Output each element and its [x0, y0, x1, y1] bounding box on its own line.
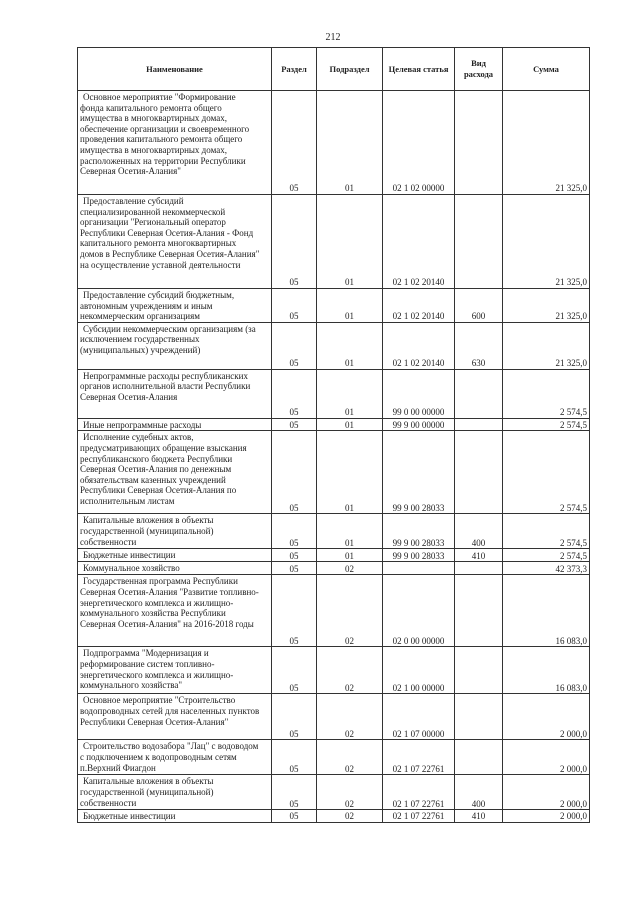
- table-header-row: [78, 48, 590, 91]
- section-cell: 05: [272, 575, 317, 647]
- target-article-cell: 99 0 00 00000: [383, 369, 455, 418]
- name-cell: Исполнение судебных актов, предусматривающих обращение взыскания республиканского бюджета Республики Северная Осетия-Алания по денежным обязательствам казенных учреждений Республики Северная Осетия-Алания по исполнительным листам: [78, 431, 272, 514]
- page-number: 212: [325, 32, 341, 43]
- name-cell: Подпрограмма "Модернизация и реформирование систем топливно- энергетического комплекса и жилищно- коммунального хозяйства": [78, 647, 272, 694]
- expense-type-cell: 400: [455, 775, 503, 810]
- table-row: [78, 418, 590, 431]
- table-row: [78, 647, 590, 694]
- header-target-article: Целевая статья: [383, 48, 455, 91]
- expense-type-cell: [455, 694, 503, 740]
- subsection-cell: 02: [317, 647, 383, 694]
- table-row: [78, 694, 590, 740]
- name-cell: Капитальные вложения в объекты государственной (муниципальной) собственности: [78, 775, 272, 810]
- expense-type-cell: [455, 195, 503, 289]
- target-article-cell: 02 1 00 00000: [383, 647, 455, 694]
- amount-cell: 21 325,0: [503, 91, 590, 195]
- expense-type-cell: [455, 575, 503, 647]
- expense-type-cell: 600: [455, 289, 503, 323]
- table-row: [78, 575, 590, 647]
- section-cell: 05: [272, 431, 317, 514]
- amount-cell: 2 574,5: [503, 418, 590, 431]
- subsection-cell: 01: [317, 418, 383, 431]
- section-cell: 05: [272, 322, 317, 369]
- subsection-cell: 01: [317, 514, 383, 549]
- target-article-cell: 99 9 00 00000: [383, 418, 455, 431]
- expense-type-cell: 630: [455, 322, 503, 369]
- name-cell: Строительство водозабора "Лац" с водоводом с подключением к водопроводным сетям п.Верхний Фиагдон: [78, 740, 272, 775]
- subsection-cell: 02: [317, 575, 383, 647]
- name-cell: Непрограммные расходы республиканских органов исполнительной власти Республики Северная Осетия-Алания: [78, 369, 272, 418]
- amount-cell: 2 000,0: [503, 810, 590, 823]
- subsection-cell: 02: [317, 775, 383, 810]
- table-row: [78, 369, 590, 418]
- name-cell: Коммунальное хозяйство: [78, 562, 272, 575]
- section-cell: 05: [272, 514, 317, 549]
- expense-type-cell: [455, 369, 503, 418]
- section-cell: 05: [272, 289, 317, 323]
- subsection-cell: 02: [317, 810, 383, 823]
- amount-cell: 2 000,0: [503, 775, 590, 810]
- target-article-cell: 02 1 02 20140: [383, 289, 455, 323]
- expense-type-cell: [455, 418, 503, 431]
- amount-cell: 2 574,5: [503, 431, 590, 514]
- amount-cell: 2 000,0: [503, 694, 590, 740]
- subsection-cell: 02: [317, 562, 383, 575]
- amount-cell: 2 574,5: [503, 369, 590, 418]
- amount-cell: 21 325,0: [503, 195, 590, 289]
- name-cell: Предоставление субсидий специализированной некоммерческой организации "Региональный оператор Республики Северная Осетия-Алания - Фонд капитального ремонта многоквартирных домов в Республике Северная Осетия-Алания" на осуществление уставной деятельности: [78, 195, 272, 289]
- subsection-cell: 01: [317, 91, 383, 195]
- amount-cell: 21 325,0: [503, 289, 590, 323]
- amount-cell: 21 325,0: [503, 322, 590, 369]
- subsection-cell: 01: [317, 195, 383, 289]
- table-row: [78, 549, 590, 562]
- section-cell: 05: [272, 694, 317, 740]
- header-subsection: Подраздел: [317, 48, 383, 91]
- section-cell: 05: [272, 195, 317, 289]
- amount-cell: 2 574,5: [503, 549, 590, 562]
- subsection-cell: 01: [317, 549, 383, 562]
- name-cell: Предоставление субсидий бюджетным, автономным учреждениям и иным некоммерческим организациям: [78, 289, 272, 323]
- target-article-cell: 02 1 07 00000: [383, 694, 455, 740]
- section-cell: 05: [272, 369, 317, 418]
- target-article-cell: 99 9 00 28033: [383, 549, 455, 562]
- table-row: [78, 289, 590, 323]
- name-cell: Иные непрограммные расходы: [78, 418, 272, 431]
- table-row: [78, 322, 590, 369]
- target-article-cell: 02 1 07 22761: [383, 810, 455, 823]
- amount-cell: 2 574,5: [503, 514, 590, 549]
- target-article-cell: 02 1 02 00000: [383, 91, 455, 195]
- table-row: [78, 195, 590, 289]
- expense-type-cell: 410: [455, 810, 503, 823]
- amount-cell: 42 373,3: [503, 562, 590, 575]
- header-amount: Сумма: [503, 48, 590, 91]
- subsection-cell: 01: [317, 289, 383, 323]
- name-cell: Основное мероприятие "Строительство водопроводных сетей для населенных пунктов Республики Северная Осетия-Алания": [78, 694, 272, 740]
- expense-type-cell: [455, 91, 503, 195]
- subsection-cell: 01: [317, 369, 383, 418]
- section-cell: 05: [272, 647, 317, 694]
- subsection-cell: 01: [317, 322, 383, 369]
- name-cell: Основное мероприятие "Формирование фонда капитального ремонта общего имущества в многоквартирных домах, обеспечение организации и своевременного проведения капитального ремонта общего имущества в многоквартирных домах, расположенных на территории Республики Северная Осетия-Алания": [78, 91, 272, 195]
- name-cell: Капитальные вложения в объекты государственной (муниципальной) собственности: [78, 514, 272, 549]
- amount-cell: 2 000,0: [503, 740, 590, 775]
- section-cell: 05: [272, 418, 317, 431]
- target-article-cell: 02 0 00 00000: [383, 575, 455, 647]
- table-row: [78, 91, 590, 195]
- amount-cell: 16 083,0: [503, 575, 590, 647]
- table-row: [78, 740, 590, 775]
- subsection-cell: 02: [317, 694, 383, 740]
- target-article-cell: 02 1 02 20140: [383, 195, 455, 289]
- target-article-cell: [383, 562, 455, 575]
- header-expense-type-cell: [455, 48, 503, 91]
- expense-type-cell: [455, 431, 503, 514]
- target-article-cell: 99 9 00 28033: [383, 431, 455, 514]
- name-cell: Бюджетные инвестиции: [78, 810, 272, 823]
- expense-type-cell: 400: [455, 514, 503, 549]
- table-row: [78, 562, 590, 575]
- table-row: [78, 431, 590, 514]
- section-cell: 05: [272, 775, 317, 810]
- table-row: [78, 514, 590, 549]
- target-article-cell: 02 1 02 20140: [383, 322, 455, 369]
- name-cell: Бюджетные инвестиции: [78, 549, 272, 562]
- section-cell: 05: [272, 740, 317, 775]
- header-section: Раздел: [272, 48, 317, 91]
- table-body: [78, 91, 590, 823]
- target-article-cell: 99 9 00 28033: [383, 514, 455, 549]
- expense-type-cell: [455, 647, 503, 694]
- table-row: [78, 810, 590, 823]
- table-row: [78, 775, 590, 810]
- expense-type-cell: 410: [455, 549, 503, 562]
- section-cell: 05: [272, 810, 317, 823]
- expense-type-cell: [455, 740, 503, 775]
- header-expense-type: Вид расхода: [463, 58, 494, 79]
- target-article-cell: 02 1 07 22761: [383, 740, 455, 775]
- target-article-cell: 02 1 07 22761: [383, 775, 455, 810]
- subsection-cell: 01: [317, 431, 383, 514]
- section-cell: 05: [272, 91, 317, 195]
- section-cell: 05: [272, 549, 317, 562]
- subsection-cell: 02: [317, 740, 383, 775]
- name-cell: Государственная программа Республики Северная Осетия-Алания "Развитие топливно- энергетического комплекса и жилищно- коммунального хозяйства Республики Северная Осетия-Алания" на 2016-2018 годы: [78, 575, 272, 647]
- header-name: Наименование: [78, 48, 272, 91]
- budget-table: [77, 47, 590, 823]
- name-cell: Субсидии некоммерческим организациям (за исключением государственных (муниципальных) учреждений): [78, 322, 272, 369]
- section-cell: 05: [272, 562, 317, 575]
- amount-cell: 16 083,0: [503, 647, 590, 694]
- expense-type-cell: [455, 562, 503, 575]
